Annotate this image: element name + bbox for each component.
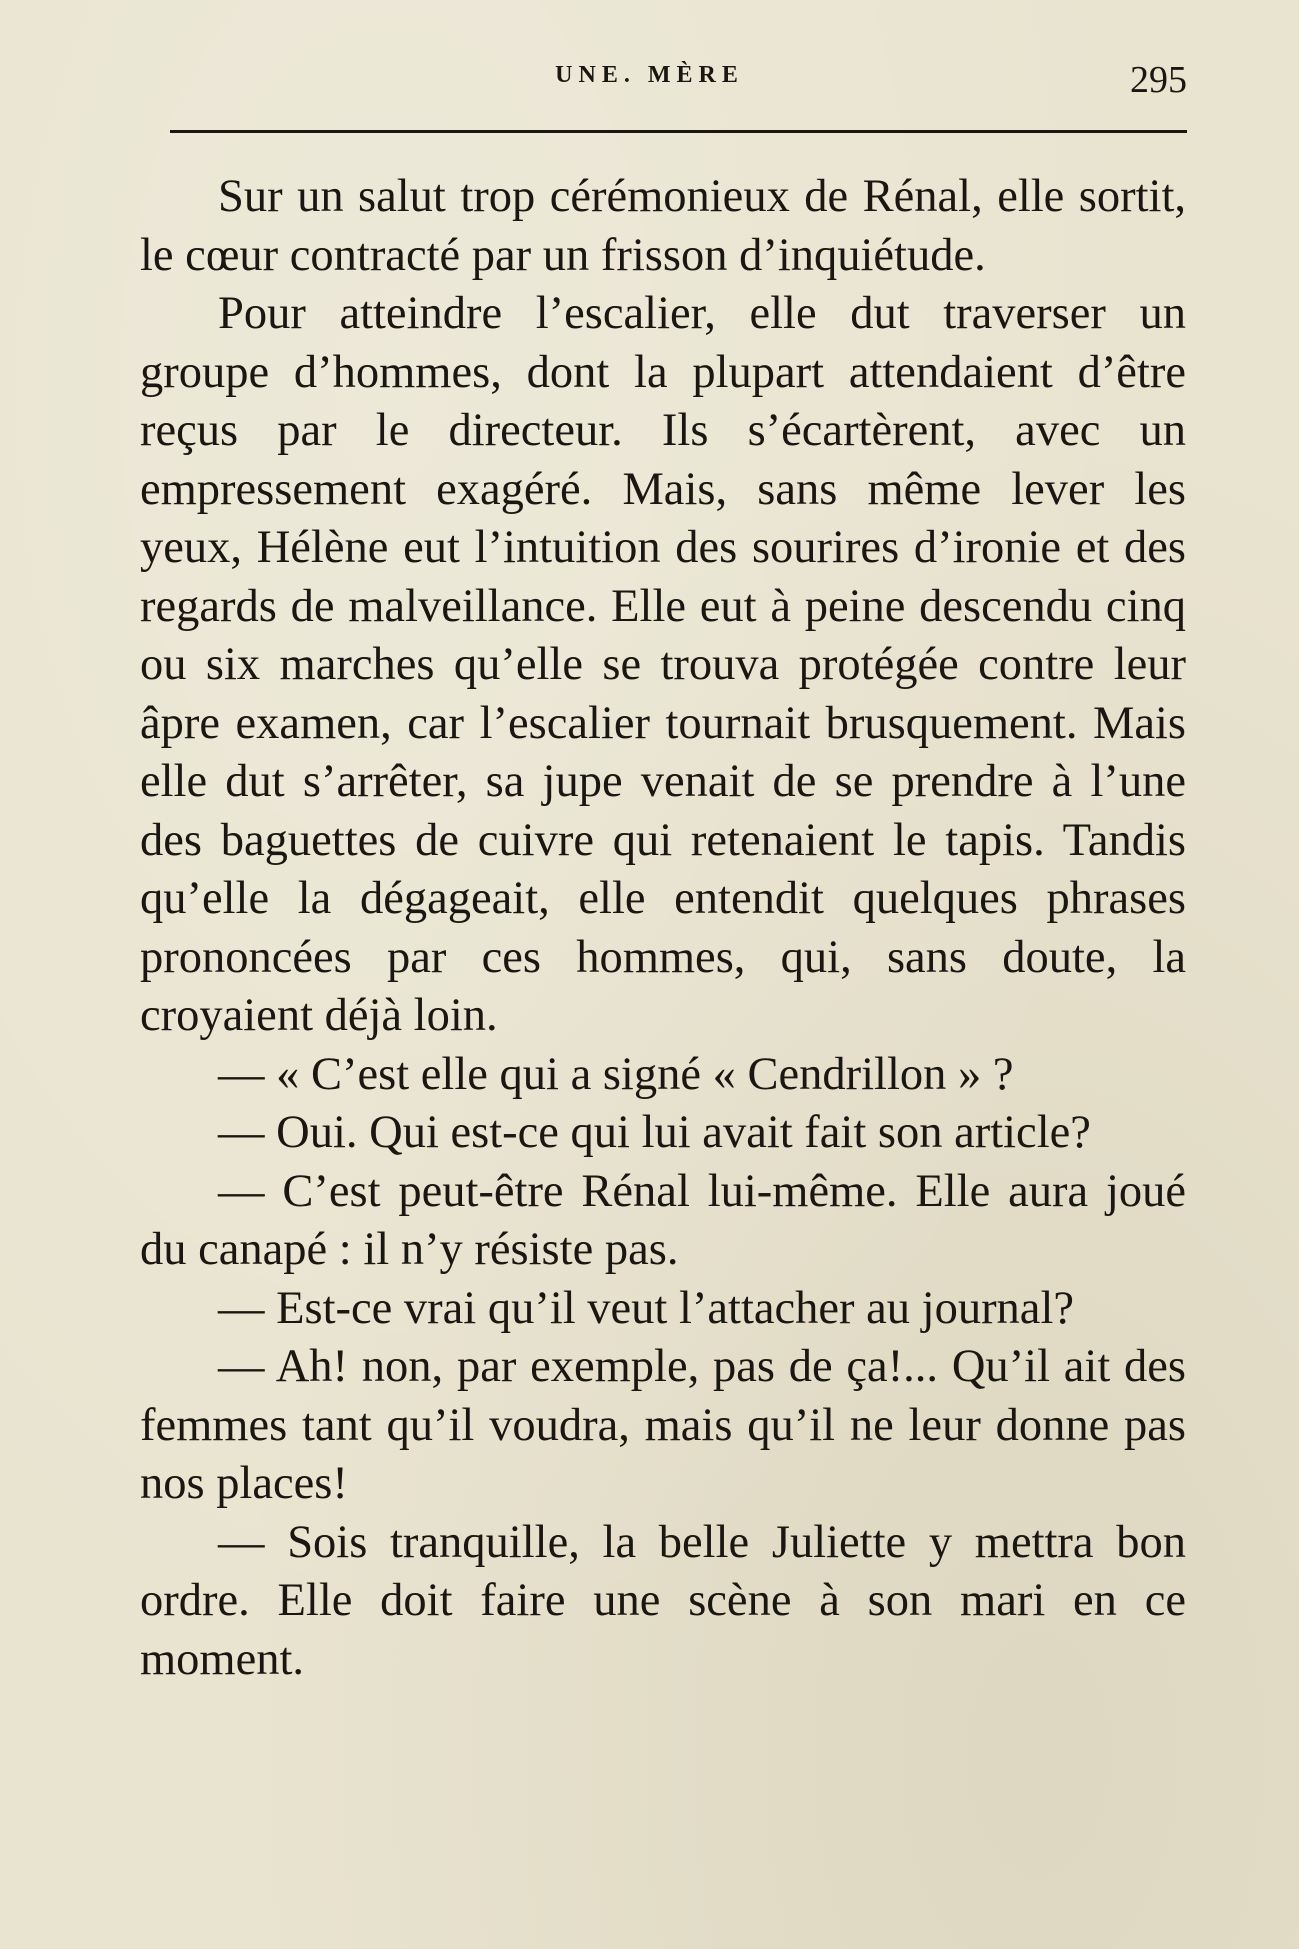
header-rule — [170, 130, 1187, 133]
paragraph: Sur un salut trop cérémonieux de Rénal, elle sortit, le cœur contracté par un frisson d’inquiétude. — [140, 171, 1186, 281]
dialogue-line: — Est-ce vrai qu’il veut l’attacher au journal? — [218, 1282, 1075, 1334]
dialogue-line: — Ah! non, par exemple, pas de ça!... Qu’il ait des femmes tant qu’il voudra, mais qu’il ne leur donne pas nos places! — [140, 1341, 1186, 1509]
dialogue-line: — Oui. Qui est-ce qui lui avait fait son article? — [218, 1107, 1091, 1158]
dialogue-line: — C’est peut-être Rénal lui-même. Elle aura joué du canapé : il n’y résiste pas. — [140, 1165, 1186, 1275]
dialogue-line: — Sois tranquille, la belle Juliette y mettra bon ordre. Elle doit faire une scène à son mari en ce moment. — [140, 1516, 1186, 1685]
dialogue-line: — « C’est elle qui a signé « Cendrillon » ? — [218, 1048, 1014, 1100]
body-text — [140, 168, 1186, 1689]
running-head — [0, 60, 1299, 100]
paragraph: Pour atteindre l’escalier, elle dut traverser un groupe d’hommes, dont la plupart attendaient d’être reçus par le directeur. Ils s’écartèrent, avec un empressement exagéré. Mais, sans même lever les yeux, Hélène eut l’intuition des sourires d’ironie et des regards de malveillance. Elle eut à peine descendu cinq ou six marches qu’elle se trouva protégée contre leur âpre examen, car l’escalier tournait brusquement. Mais elle dut s’arrêter, sa jupe venait de se prendre à l’une des baguettes de cuivre qui retenaient le tapis. Tandis qu’elle la dégageait, elle entendit quelques phrases prononcées par ces hommes, qui, sans doute, la croyaient déjà loin. — [140, 288, 1186, 1041]
running-title: UNE. MÈRE — [555, 62, 744, 88]
page-number: 295 — [1130, 59, 1187, 101]
